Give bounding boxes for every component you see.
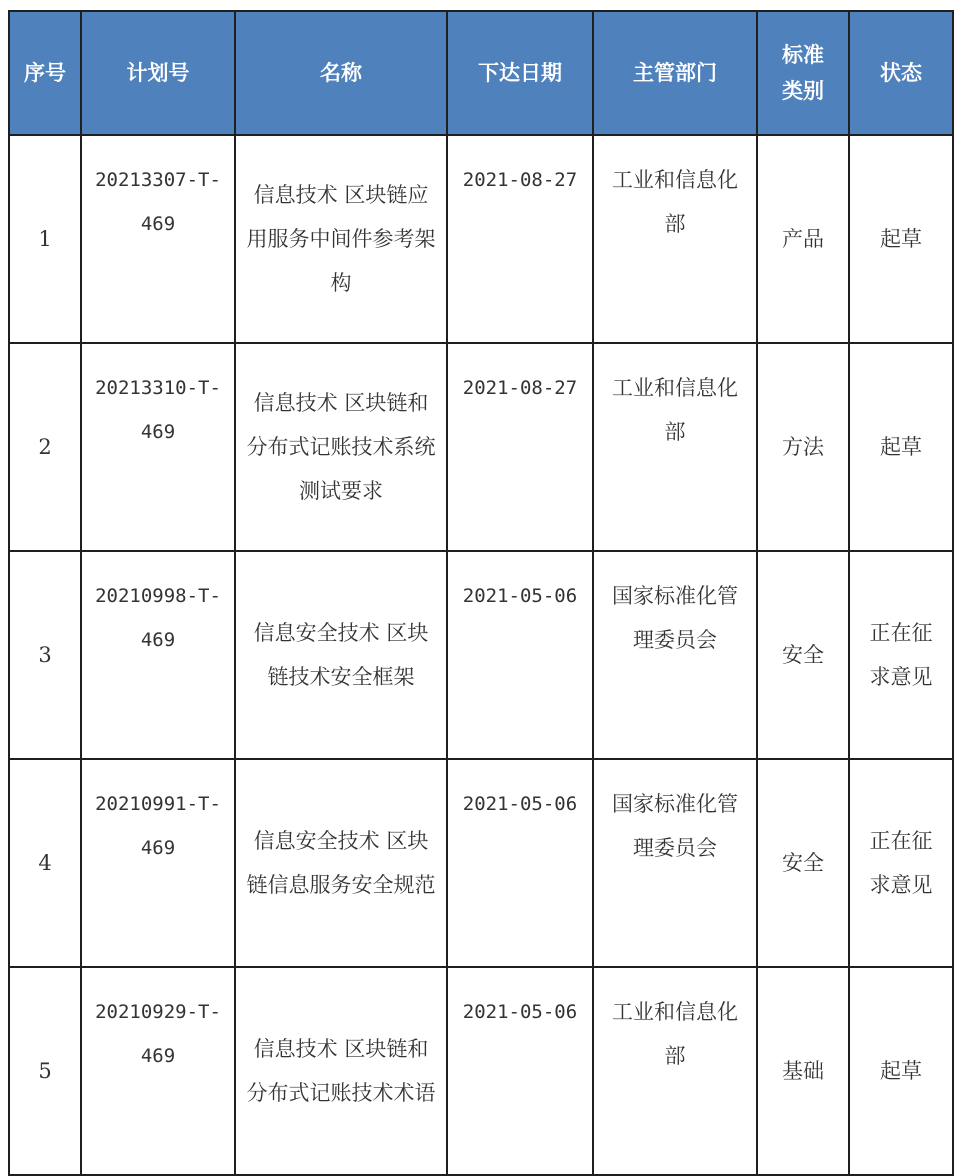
cell-plan-no-text: 20213310-T-469 xyxy=(95,377,221,443)
cell-department xyxy=(593,343,757,551)
cell-plan-no-text: 20213307-T-469 xyxy=(95,169,221,235)
cell-issue-date-text: 2021-08-27 xyxy=(462,377,578,399)
cell-plan-no-text: 20210998-T-469 xyxy=(95,585,221,651)
table-row xyxy=(9,759,953,967)
cell-category xyxy=(757,967,849,1175)
table-row xyxy=(9,967,953,1175)
cell-category xyxy=(757,135,849,343)
cell-status-text: 正在征求意见 xyxy=(869,621,933,689)
header-name: 名称 xyxy=(235,11,447,135)
cell-index-text: 2 xyxy=(38,435,52,459)
cell-status xyxy=(849,343,953,551)
cell-name xyxy=(235,967,447,1175)
header-department: 主管部门 xyxy=(593,11,757,135)
cell-plan-no-text: 20210991-T-469 xyxy=(95,793,221,859)
cell-issue-date xyxy=(447,135,593,343)
cell-index-text: 3 xyxy=(38,643,52,667)
cell-status xyxy=(849,967,953,1175)
cell-status-text: 起草 xyxy=(880,1059,922,1083)
cell-category xyxy=(757,551,849,759)
cell-issue-date xyxy=(447,551,593,759)
cell-department-text: 工业和信息化部 xyxy=(612,1000,738,1068)
header-issue-date: 下达日期 xyxy=(447,11,593,135)
cell-index xyxy=(9,967,81,1175)
cell-department xyxy=(593,135,757,343)
cell-plan-no xyxy=(81,135,235,343)
standards-table-container xyxy=(8,10,952,1176)
cell-category-text: 基础 xyxy=(782,1059,824,1083)
header-status: 状态 xyxy=(849,11,953,135)
standards-table xyxy=(8,10,954,1176)
cell-status xyxy=(849,551,953,759)
table-body xyxy=(9,135,953,1175)
cell-issue-date-text: 2021-05-06 xyxy=(462,1001,578,1023)
cell-category-text: 安全 xyxy=(782,851,824,875)
cell-name-text: 信息技术 区块链应用服务中间件参考架构 xyxy=(246,183,436,295)
cell-name-text: 信息技术 区块链和分布式记账技术系统测试要求 xyxy=(246,391,436,503)
cell-issue-date xyxy=(447,967,593,1175)
cell-index-text: 1 xyxy=(38,227,52,251)
cell-name-text: 信息安全技术 区块链技术安全框架 xyxy=(253,621,429,689)
table-row xyxy=(9,551,953,759)
cell-category xyxy=(757,759,849,967)
header-index: 序号 xyxy=(9,11,81,135)
cell-index-text: 5 xyxy=(38,1059,52,1083)
table-header-row xyxy=(9,11,953,135)
header-category-label: 标准类别 xyxy=(782,43,824,103)
cell-index xyxy=(9,135,81,343)
cell-category-text: 安全 xyxy=(782,643,824,667)
cell-index xyxy=(9,551,81,759)
header-plan-no: 计划号 xyxy=(81,11,235,135)
cell-index-text: 4 xyxy=(38,851,52,875)
cell-name xyxy=(235,343,447,551)
cell-name xyxy=(235,551,447,759)
cell-status-text: 起草 xyxy=(880,435,922,459)
cell-department-text: 国家标准化管理委员会 xyxy=(612,584,738,652)
cell-category xyxy=(757,343,849,551)
cell-department xyxy=(593,759,757,967)
cell-department-text: 工业和信息化部 xyxy=(612,376,738,444)
cell-plan-no-text: 20210929-T-469 xyxy=(95,1001,221,1067)
cell-department xyxy=(593,551,757,759)
cell-department-text: 国家标准化管理委员会 xyxy=(612,792,738,860)
table-row xyxy=(9,343,953,551)
cell-status xyxy=(849,759,953,967)
cell-category-text: 产品 xyxy=(782,227,824,251)
cell-plan-no xyxy=(81,551,235,759)
cell-department xyxy=(593,967,757,1175)
cell-issue-date-text: 2021-05-06 xyxy=(462,585,578,607)
cell-issue-date xyxy=(447,759,593,967)
cell-plan-no xyxy=(81,967,235,1175)
cell-category-text: 方法 xyxy=(782,435,824,459)
cell-plan-no xyxy=(81,759,235,967)
cell-status xyxy=(849,135,953,343)
cell-index xyxy=(9,343,81,551)
cell-status-text: 起草 xyxy=(880,227,922,251)
header-category xyxy=(757,11,849,135)
cell-issue-date-text: 2021-08-27 xyxy=(462,169,578,191)
cell-name-text: 信息安全技术 区块链信息服务安全规范 xyxy=(246,829,436,897)
cell-index xyxy=(9,759,81,967)
cell-issue-date xyxy=(447,343,593,551)
cell-name xyxy=(235,135,447,343)
cell-issue-date-text: 2021-05-06 xyxy=(462,793,578,815)
cell-name-text: 信息技术 区块链和分布式记账技术术语 xyxy=(246,1037,436,1105)
cell-plan-no xyxy=(81,343,235,551)
cell-name xyxy=(235,759,447,967)
table-row xyxy=(9,135,953,343)
cell-status-text: 正在征求意见 xyxy=(869,829,933,897)
cell-department-text: 工业和信息化部 xyxy=(612,168,738,236)
